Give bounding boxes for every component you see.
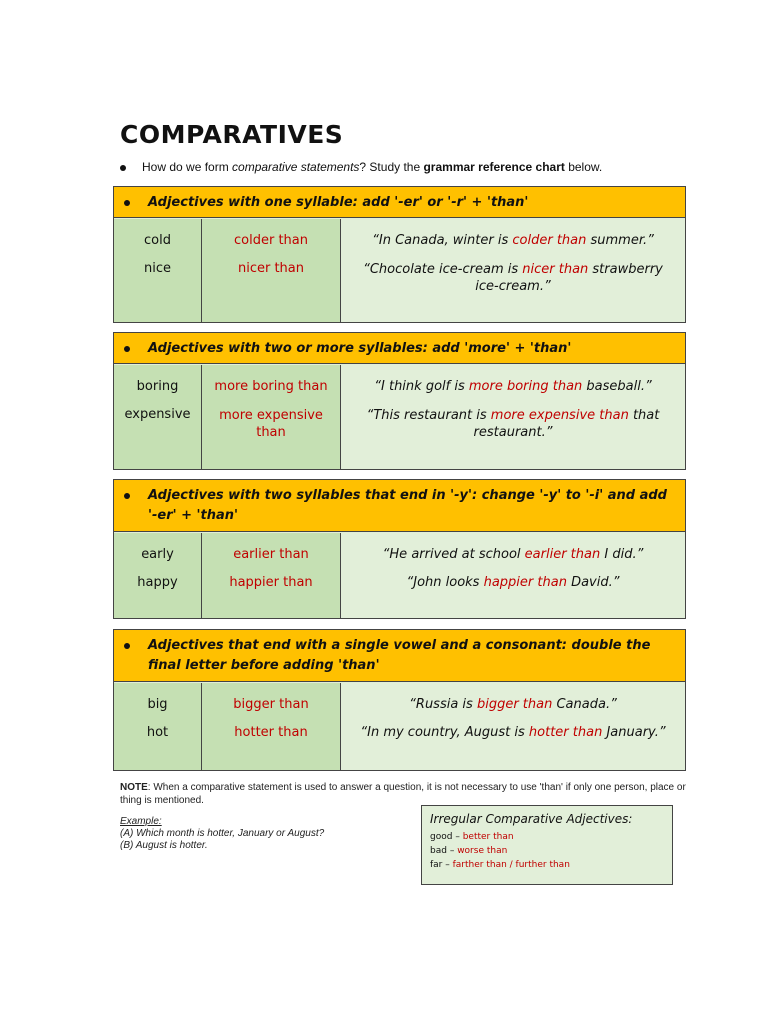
- comparative-form: earlier than: [233, 547, 309, 562]
- comparative-form: more boring than: [214, 379, 328, 394]
- adjective: nice: [144, 261, 171, 276]
- rule-header: [114, 187, 685, 218]
- example-column: [341, 683, 685, 770]
- adjective: boring: [136, 379, 179, 394]
- adjective-column: [114, 683, 202, 770]
- bullet-icon: [124, 346, 130, 352]
- adjective: hot: [146, 725, 169, 740]
- example-label: Example:: [120, 816, 162, 827]
- irregular-adjectives-box: [421, 805, 673, 885]
- example-box: [120, 816, 400, 852]
- rule-rows: [114, 533, 685, 618]
- comparative-column: [202, 533, 341, 618]
- rule-block-ending-in-y: [113, 479, 686, 619]
- comparative-form: nicer than: [237, 261, 304, 276]
- adjective: happy: [137, 575, 178, 590]
- rule-block-two-or-more-syllables: [113, 332, 686, 470]
- comparative-form: hotter than: [234, 725, 308, 740]
- note-paragraph: [120, 781, 700, 807]
- rule-rows: [114, 219, 685, 322]
- intro-text: ? Study the: [359, 160, 424, 174]
- example-column: [341, 533, 685, 618]
- example-sentence: “He arrived at school earlier than I did.”: [382, 547, 644, 562]
- intro-emphasis: comparative statements: [232, 160, 360, 174]
- rule-header-text: Adjectives with two or more syllables: add 'more' + 'than': [148, 341, 572, 356]
- comparative-form: more expensive than: [219, 408, 323, 440]
- bullet-icon: [124, 643, 130, 649]
- example-sentence: “Russia is bigger than Canada.”: [409, 697, 617, 712]
- note-label: NOTE: [120, 782, 148, 793]
- rule-header: [114, 480, 685, 532]
- comparative-column: [202, 365, 341, 469]
- rule-header-text: Adjectives with two syllables that end in '-y': change '-y' to '-i' and add '-er' + 'than': [148, 488, 667, 523]
- intro-text: below.: [564, 160, 603, 174]
- page-title: COMPARATIVES: [120, 120, 344, 149]
- intro-line: [120, 160, 690, 174]
- rule-block-double-consonant: [113, 629, 686, 771]
- rule-rows: [114, 683, 685, 770]
- adjective-column: [114, 533, 202, 618]
- note-text: : When a comparative statement is used to answer a question, it is not necessary to use 'than' if only one person, place or thing is mentioned.: [120, 782, 686, 806]
- adjective: big: [147, 697, 168, 712]
- example-line-a: (A) Which month is hotter, January or August?: [120, 828, 325, 839]
- rule-header-text: Adjectives with one syllable: add '-er' or '-r' + 'than': [148, 195, 529, 210]
- rule-block-one-syllable: [113, 186, 686, 323]
- irregular-title: Irregular Comparative Adjectives:: [430, 812, 633, 826]
- example-sentence: “This restaurant is more expensive than that restaurant.”: [366, 408, 660, 440]
- example-sentence: “In Canada, winter is colder than summer.”: [372, 233, 654, 248]
- example-sentence: “Chocolate ice-cream is nicer than strawberry ice-cream.”: [363, 262, 663, 294]
- irregular-item: far – farther than / further than: [430, 860, 570, 870]
- rule-header: [114, 333, 685, 364]
- bullet-icon: [120, 165, 126, 171]
- bullet-icon: [124, 493, 130, 499]
- comparative-form: bigger than: [233, 697, 309, 712]
- intro-text: How do we form: [142, 160, 233, 174]
- intro-strong: grammar reference chart: [423, 160, 565, 174]
- example-column: [341, 219, 685, 322]
- rule-rows: [114, 365, 685, 469]
- example-line-b: (B) August is hotter.: [120, 840, 208, 851]
- comparative-column: [202, 683, 341, 770]
- example-sentence: “John looks happier than David.”: [406, 575, 620, 590]
- comparative-column: [202, 219, 341, 322]
- rule-header-text: Adjectives that end with a single vowel and a consonant: double the final letter before adding 'than': [148, 638, 651, 673]
- comparative-form: colder than: [234, 233, 308, 248]
- adjective: expensive: [124, 407, 191, 422]
- comparative-form: happier than: [229, 575, 313, 590]
- example-sentence: “I think golf is more boring than baseball.”: [374, 379, 652, 394]
- adjective: cold: [144, 233, 171, 248]
- rule-header: [114, 630, 685, 682]
- adjective: early: [141, 547, 174, 562]
- bullet-icon: [124, 200, 130, 206]
- irregular-item: good – better than: [430, 832, 514, 842]
- irregular-item: bad – worse than: [430, 846, 508, 856]
- adjective-column: [114, 219, 202, 322]
- example-column: [341, 365, 685, 469]
- adjective-column: [114, 365, 202, 469]
- example-sentence: “In my country, August is hotter than January.”: [360, 725, 666, 740]
